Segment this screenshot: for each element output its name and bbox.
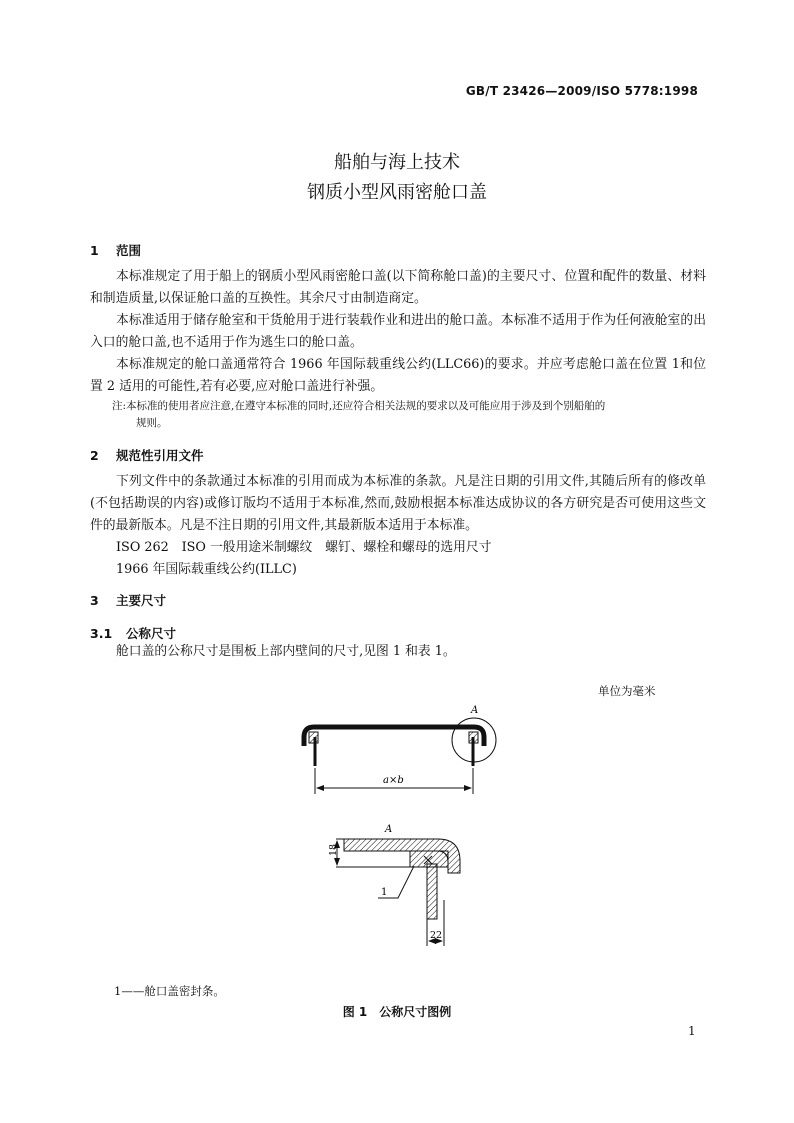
page-number: 1: [688, 1024, 696, 1038]
section-1-title: 范围: [116, 243, 142, 258]
section-2-paragraph-1: 下列文件中的条款通过本标准的引用而成为本标准的条款。凡是注日期的引用文件,其随后所有的修改单(不包括勘误的内容)或修订版均不适用于本标准,然而,鼓励根据本标准达成协议的各方研究是否可使用这些文件的最新版本。凡是不注日期的引用文件,其最新版本适用于本标准。: [90, 474, 706, 533]
label-a-overview: A: [471, 705, 479, 716]
standard-code: GB/T 23426—2009/ISO 5778:1998: [465, 84, 698, 98]
dim-axb-label: a×b: [383, 775, 404, 786]
section-2-number: 2: [90, 448, 99, 463]
reference-illc: 1966 年国际载重线公约(ILLC): [116, 562, 297, 577]
section-1-paragraph-1: 本标准规定了用于船上的钢质小型风雨密舱口盖(以下简称舱口盖)的主要尺寸、位置和配件的数量、材料和制造质量,以保证舱口盖的互换性。其余尺寸由制造商定。: [90, 269, 706, 306]
section-1-paragraph-2: 本标准适用于储存舱室和干货舱用于进行装载作业和进出的舱口盖。本标准不适用于作为任何液舱室的出入口的舱口盖,也不适用于作为逃生口的舱口盖。: [90, 313, 706, 350]
document-title-line2: 钢质小型风雨密舱口盖: [307, 182, 487, 203]
section-1-number: 1: [90, 243, 99, 258]
hatch-cover-overview: [304, 718, 496, 766]
figure-caption: 图 1 公称尺寸图例: [342, 1005, 452, 1019]
dim-18-label: 18: [328, 843, 339, 856]
note-line-1: 注:本标准的使用者应注意,在遵守本标准的同时,还应符合相关法规的要求以及可能应用于涉及到个别船舶的: [112, 400, 606, 412]
dim-22-label: 22: [430, 930, 443, 941]
section-3-1-number: 3.1: [90, 626, 113, 641]
unit-note: 单位为毫米: [598, 684, 656, 698]
document-title-line1: 船舶与海上技术: [334, 152, 460, 173]
section-3-number: 3: [90, 593, 99, 608]
section-3-title: 主要尺寸: [116, 593, 167, 608]
label-1: 1: [381, 887, 388, 898]
reference-iso-262: ISO 262 ISO 一般用途米制螺纹 螺钉、螺栓和螺母的选用尺寸: [116, 540, 492, 555]
section-2-title: 规范性引用文件: [116, 448, 204, 463]
section-3-1-paragraph: 舱口盖的公称尺寸是围板上部内壁间的尺寸,见图 1 和表 1。: [116, 644, 456, 659]
label-a-detail: A: [385, 824, 393, 835]
figure-legend: 1——舱口盖密封条。: [114, 984, 225, 998]
section-1-paragraph-3: 本标准规定的舱口盖通常符合 1966 年国际载重线公约(LLC66)的要求。并应考虑舱口盖在位置 1和位置 2 适用的可能性,若有必要,应对舱口盖进行补强。: [90, 357, 706, 394]
section-3-1-title: 公称尺寸: [126, 626, 177, 641]
note-line-2: 规则。: [136, 417, 168, 429]
